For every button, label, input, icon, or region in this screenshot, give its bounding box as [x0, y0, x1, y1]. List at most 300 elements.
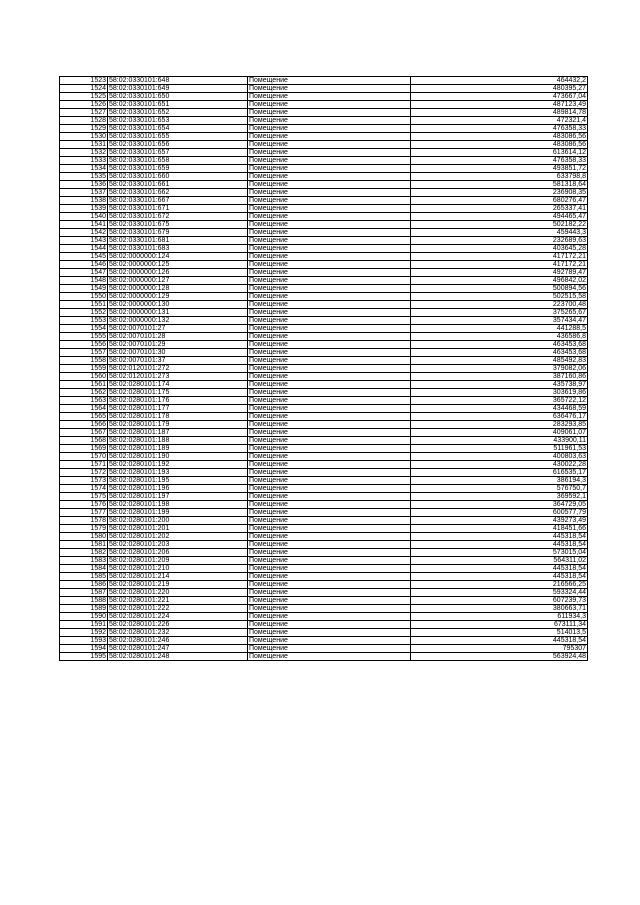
cadastral-value-cell: 445318,54 — [411, 565, 588, 573]
table-row — [60, 229, 588, 237]
cadastral-number-cell: 58:02:0280101:176 — [108, 397, 248, 405]
object-type-cell: Помещение — [248, 565, 411, 573]
cadastral-value-cell: 232689,63 — [411, 237, 588, 245]
row-number-cell: 1569 — [60, 445, 108, 453]
object-type-cell: Помещение — [248, 293, 411, 301]
object-type-cell: Помещение — [248, 637, 411, 645]
cadastral-value-cell: 441288,5 — [411, 325, 588, 333]
cadastral-number-cell: 58:02:0280101:232 — [108, 629, 248, 637]
object-type-cell: Помещение — [248, 101, 411, 109]
row-number-cell: 1562 — [60, 389, 108, 397]
row-number-cell: 1523 — [60, 77, 108, 85]
row-number-cell: 1549 — [60, 285, 108, 293]
cadastral-value-cell: 459443,3 — [411, 229, 588, 237]
cadastral-number-cell: 58:02:0330101:651 — [108, 101, 248, 109]
cadastral-number-cell: 58:02:0330101:672 — [108, 213, 248, 221]
object-type-cell: Помещение — [248, 133, 411, 141]
cadastral-number-cell: 58:02:0280101:197 — [108, 493, 248, 501]
cadastral-value-cell: 485492,83 — [411, 357, 588, 365]
object-type-cell: Помещение — [248, 277, 411, 285]
object-type-cell: Помещение — [248, 373, 411, 381]
row-number-cell: 1532 — [60, 149, 108, 157]
row-number-cell: 1527 — [60, 109, 108, 117]
object-type-cell: Помещение — [248, 629, 411, 637]
cadastral-value-cell: 445318,54 — [411, 541, 588, 549]
object-type-cell: Помещение — [248, 381, 411, 389]
table-row — [60, 93, 588, 101]
cadastral-number-cell: 58:02:0000000:128 — [108, 285, 248, 293]
object-type-cell: Помещение — [248, 341, 411, 349]
table-row — [60, 373, 588, 381]
cadastral-number-cell: 58:02:0330101:660 — [108, 173, 248, 181]
cadastral-number-cell: 58:02:0330101:671 — [108, 205, 248, 213]
object-type-cell: Помещение — [248, 221, 411, 229]
row-number-cell: 1539 — [60, 205, 108, 213]
cadastral-value-cell: 375265,67 — [411, 309, 588, 317]
object-type-cell: Помещение — [248, 325, 411, 333]
table-row — [60, 653, 588, 661]
row-number-cell: 1588 — [60, 597, 108, 605]
cadastral-number-cell: 58:02:0280101:177 — [108, 405, 248, 413]
row-number-cell: 1547 — [60, 269, 108, 277]
cadastral-value-cell: 387160,86 — [411, 373, 588, 381]
cadastral-value-cell: 680276,47 — [411, 197, 588, 205]
cadastral-number-cell: 58:02:0280101:206 — [108, 549, 248, 557]
table-row — [60, 629, 588, 637]
cadastral-value-cell: 563924,48 — [411, 653, 588, 661]
object-type-cell: Помещение — [248, 581, 411, 589]
row-number-cell: 1557 — [60, 349, 108, 357]
row-number-cell: 1530 — [60, 133, 108, 141]
cadastral-number-cell: 58:02:0280101:203 — [108, 541, 248, 549]
row-number-cell: 1529 — [60, 125, 108, 133]
cadastral-number-cell: 58:02:0330101:654 — [108, 125, 248, 133]
cadastral-number-cell: 58:02:0280101:196 — [108, 485, 248, 493]
cadastral-value-cell: 436586,8 — [411, 333, 588, 341]
table-row — [60, 261, 588, 269]
cadastral-value-cell: 463453,68 — [411, 349, 588, 357]
table-row — [60, 645, 588, 653]
cadastral-value-cell: 500894,56 — [411, 285, 588, 293]
row-number-cell: 1550 — [60, 293, 108, 301]
row-number-cell: 1544 — [60, 245, 108, 253]
table-row — [60, 397, 588, 405]
table-row — [60, 477, 588, 485]
object-type-cell: Помещение — [248, 485, 411, 493]
table-row — [60, 541, 588, 549]
row-number-cell: 1579 — [60, 525, 108, 533]
cadastral-number-cell: 58:02:0330101:653 — [108, 117, 248, 125]
cadastral-value-cell: 480395,27 — [411, 85, 588, 93]
object-type-cell: Помещение — [248, 549, 411, 557]
object-type-cell: Помещение — [248, 213, 411, 221]
cadastral-number-cell: 58:02:0280101:214 — [108, 573, 248, 581]
object-type-cell: Помещение — [248, 253, 411, 261]
table-row — [60, 325, 588, 333]
cadastral-value-cell: 236908,35 — [411, 189, 588, 197]
table-row — [60, 141, 588, 149]
cadastral-value-cell: 369592,1 — [411, 493, 588, 501]
cadastral-value-cell: 386194,3 — [411, 477, 588, 485]
object-type-cell: Помещение — [248, 597, 411, 605]
table-row — [60, 365, 588, 373]
table-row — [60, 437, 588, 445]
row-number-cell: 1589 — [60, 605, 108, 613]
object-type-cell: Помещение — [248, 309, 411, 317]
cadastral-value-cell: 418451,66 — [411, 525, 588, 533]
row-number-cell: 1576 — [60, 501, 108, 509]
table-row — [60, 357, 588, 365]
object-type-cell: Помещение — [248, 157, 411, 165]
row-number-cell: 1534 — [60, 165, 108, 173]
cadastral-table — [59, 76, 588, 661]
cadastral-value-cell: 379082,06 — [411, 365, 588, 373]
row-number-cell: 1577 — [60, 509, 108, 517]
object-type-cell: Помещение — [248, 541, 411, 549]
cadastral-number-cell: 58:02:0070101:27 — [108, 325, 248, 333]
table-row — [60, 405, 588, 413]
table-row — [60, 333, 588, 341]
table-row — [60, 429, 588, 437]
row-number-cell: 1573 — [60, 477, 108, 485]
object-type-cell: Помещение — [248, 477, 411, 485]
cadastral-number-cell: 58:02:0280101:248 — [108, 653, 248, 661]
cadastral-value-cell: 593324,44 — [411, 589, 588, 597]
row-number-cell: 1555 — [60, 333, 108, 341]
object-type-cell: Помещение — [248, 109, 411, 117]
table-row — [60, 613, 588, 621]
cadastral-value-cell: 364729,05 — [411, 501, 588, 509]
row-number-cell: 1546 — [60, 261, 108, 269]
row-number-cell: 1553 — [60, 317, 108, 325]
row-number-cell: 1531 — [60, 141, 108, 149]
table-row — [60, 109, 588, 117]
cadastral-number-cell: 58:02:0280101:199 — [108, 509, 248, 517]
object-type-cell: Помещение — [248, 421, 411, 429]
table-row — [60, 381, 588, 389]
row-number-cell: 1566 — [60, 421, 108, 429]
cadastral-number-cell: 58:02:0070101:29 — [108, 341, 248, 349]
table-row — [60, 125, 588, 133]
cadastral-number-cell: 58:02:0280101:195 — [108, 477, 248, 485]
object-type-cell: Помещение — [248, 125, 411, 133]
table-row — [60, 605, 588, 613]
cadastral-number-cell: 58:02:0330101:657 — [108, 149, 248, 157]
table-row — [60, 173, 588, 181]
cadastral-number-cell: 58:02:0330101:679 — [108, 229, 248, 237]
table-body — [60, 77, 588, 661]
row-number-cell: 1582 — [60, 549, 108, 557]
cadastral-number-cell: 58:02:0280101:189 — [108, 445, 248, 453]
cadastral-number-cell: 58:02:0280101:192 — [108, 461, 248, 469]
object-type-cell: Помещение — [248, 261, 411, 269]
cadastral-number-cell: 58:02:0280101:178 — [108, 413, 248, 421]
object-type-cell: Помещение — [248, 77, 411, 85]
row-number-cell: 1575 — [60, 493, 108, 501]
object-type-cell: Помещение — [248, 229, 411, 237]
cadastral-number-cell: 58:02:0280101:209 — [108, 557, 248, 565]
row-number-cell: 1525 — [60, 93, 108, 101]
cadastral-number-cell: 58:02:0280101:193 — [108, 469, 248, 477]
object-type-cell: Помещение — [248, 517, 411, 525]
object-type-cell: Помещение — [248, 301, 411, 309]
cadastral-value-cell: 494465,47 — [411, 213, 588, 221]
cadastral-value-cell: 600577,79 — [411, 509, 588, 517]
table-row — [60, 445, 588, 453]
object-type-cell: Помещение — [248, 533, 411, 541]
row-number-cell: 1545 — [60, 253, 108, 261]
cadastral-number-cell: 58:02:0280101:200 — [108, 517, 248, 525]
row-number-cell: 1535 — [60, 173, 108, 181]
row-number-cell: 1537 — [60, 189, 108, 197]
cadastral-number-cell: 58:02:0000000:132 — [108, 317, 248, 325]
row-number-cell: 1554 — [60, 325, 108, 333]
object-type-cell: Помещение — [248, 333, 411, 341]
row-number-cell: 1572 — [60, 469, 108, 477]
cadastral-value-cell: 434468,59 — [411, 405, 588, 413]
cadastral-number-cell: 58:02:0000000:131 — [108, 309, 248, 317]
row-number-cell: 1585 — [60, 573, 108, 581]
cadastral-value-cell: 409061,07 — [411, 429, 588, 437]
object-type-cell: Помещение — [248, 189, 411, 197]
row-number-cell: 1526 — [60, 101, 108, 109]
cadastral-value-cell: 473667,04 — [411, 93, 588, 101]
row-number-cell: 1567 — [60, 429, 108, 437]
cadastral-number-cell: 58:02:0280101:247 — [108, 645, 248, 653]
cadastral-value-cell: 365722,12 — [411, 397, 588, 405]
object-type-cell: Помещение — [248, 317, 411, 325]
row-number-cell: 1542 — [60, 229, 108, 237]
cadastral-value-cell: 493851,72 — [411, 165, 588, 173]
cadastral-value-cell: 283293,85 — [411, 421, 588, 429]
cadastral-value-cell: 463453,68 — [411, 341, 588, 349]
table-row — [60, 133, 588, 141]
object-type-cell: Помещение — [248, 605, 411, 613]
cadastral-value-cell: 607239,73 — [411, 597, 588, 605]
cadastral-number-cell: 58:02:0070101:30 — [108, 349, 248, 357]
object-type-cell: Помещение — [248, 141, 411, 149]
row-number-cell: 1574 — [60, 485, 108, 493]
object-type-cell: Помещение — [248, 613, 411, 621]
row-number-cell: 1594 — [60, 645, 108, 653]
row-number-cell: 1580 — [60, 533, 108, 541]
cadastral-number-cell: 58:02:0280101:202 — [108, 533, 248, 541]
object-type-cell: Помещение — [248, 469, 411, 477]
cadastral-number-cell: 58:02:0280101:219 — [108, 581, 248, 589]
object-type-cell: Помещение — [248, 413, 411, 421]
cadastral-value-cell: 576750,7 — [411, 485, 588, 493]
object-type-cell: Помещение — [248, 365, 411, 373]
table-row — [60, 413, 588, 421]
object-type-cell: Помещение — [248, 557, 411, 565]
row-number-cell: 1583 — [60, 557, 108, 565]
object-type-cell: Помещение — [248, 493, 411, 501]
cadastral-value-cell: 472321,4 — [411, 117, 588, 125]
object-type-cell: Помещение — [248, 349, 411, 357]
object-type-cell: Помещение — [248, 149, 411, 157]
table-row — [60, 517, 588, 525]
cadastral-number-cell: 58:02:0330101:662 — [108, 189, 248, 197]
object-type-cell: Помещение — [248, 93, 411, 101]
cadastral-number-cell: 58:02:0330101:659 — [108, 165, 248, 173]
row-number-cell: 1559 — [60, 365, 108, 373]
cadastral-value-cell: 380663,71 — [411, 605, 588, 613]
table-row — [60, 77, 588, 85]
row-number-cell: 1584 — [60, 565, 108, 573]
row-number-cell: 1560 — [60, 373, 108, 381]
cadastral-value-cell: 476358,33 — [411, 125, 588, 133]
cadastral-value-cell: 496842,02 — [411, 277, 588, 285]
table-row — [60, 389, 588, 397]
cadastral-number-cell: 58:02:0280101:190 — [108, 453, 248, 461]
cadastral-number-cell: 58:02:0330101:661 — [108, 181, 248, 189]
object-type-cell: Помещение — [248, 621, 411, 629]
table-row — [60, 277, 588, 285]
cadastral-number-cell: 58:02:0280101:201 — [108, 525, 248, 533]
row-number-cell: 1587 — [60, 589, 108, 597]
cadastral-number-cell: 58:02:0280101:221 — [108, 597, 248, 605]
cadastral-number-cell: 58:02:0120101:273 — [108, 373, 248, 381]
row-number-cell: 1540 — [60, 213, 108, 221]
cadastral-number-cell: 58:02:0000000:124 — [108, 253, 248, 261]
row-number-cell: 1586 — [60, 581, 108, 589]
cadastral-number-cell: 58:02:0280101:220 — [108, 589, 248, 597]
cadastral-number-cell: 58:02:0280101:210 — [108, 565, 248, 573]
table-row — [60, 221, 588, 229]
object-type-cell: Помещение — [248, 85, 411, 93]
cadastral-number-cell: 58:02:0330101:655 — [108, 133, 248, 141]
row-number-cell: 1543 — [60, 237, 108, 245]
cadastral-number-cell: 58:02:0330101:675 — [108, 221, 248, 229]
table-row — [60, 501, 588, 509]
cadastral-value-cell: 265337,41 — [411, 205, 588, 213]
cadastral-number-cell: 58:02:0000000:130 — [108, 301, 248, 309]
cadastral-value-cell: 417172,21 — [411, 261, 588, 269]
row-number-cell: 1556 — [60, 341, 108, 349]
row-number-cell: 1595 — [60, 653, 108, 661]
cadastral-number-cell: 58:02:0000000:129 — [108, 293, 248, 301]
row-number-cell: 1593 — [60, 637, 108, 645]
table-row — [60, 117, 588, 125]
cadastral-value-cell: 439273,49 — [411, 517, 588, 525]
cadastral-value-cell: 430022,28 — [411, 461, 588, 469]
row-number-cell: 1561 — [60, 381, 108, 389]
cadastral-number-cell: 58:02:0070101:37 — [108, 357, 248, 365]
cadastral-number-cell: 58:02:0280101:174 — [108, 381, 248, 389]
object-type-cell: Помещение — [248, 525, 411, 533]
object-type-cell: Помещение — [248, 445, 411, 453]
table-row — [60, 101, 588, 109]
cadastral-number-cell: 58:02:0330101:667 — [108, 197, 248, 205]
object-type-cell: Помещение — [248, 165, 411, 173]
table-row — [60, 309, 588, 317]
cadastral-value-cell: 400803,63 — [411, 453, 588, 461]
row-number-cell: 1533 — [60, 157, 108, 165]
cadastral-number-cell: 58:02:0070101:28 — [108, 333, 248, 341]
cadastral-value-cell: 445318,54 — [411, 533, 588, 541]
cadastral-value-cell: 357434,47 — [411, 317, 588, 325]
cadastral-number-cell: 58:02:0280101:224 — [108, 613, 248, 621]
table-row — [60, 181, 588, 189]
cadastral-number-cell: 58:02:0280101:179 — [108, 421, 248, 429]
cadastral-number-cell: 58:02:0330101:656 — [108, 141, 248, 149]
object-type-cell: Помещение — [248, 429, 411, 437]
object-type-cell: Помещение — [248, 501, 411, 509]
row-number-cell: 1536 — [60, 181, 108, 189]
object-type-cell: Помещение — [248, 453, 411, 461]
table-row — [60, 301, 588, 309]
table-row — [60, 597, 588, 605]
table-row — [60, 549, 588, 557]
row-number-cell: 1568 — [60, 437, 108, 445]
table-row — [60, 565, 588, 573]
cadastral-number-cell: 58:02:0280101:246 — [108, 637, 248, 645]
object-type-cell: Помещение — [248, 397, 411, 405]
object-type-cell: Помещение — [248, 589, 411, 597]
row-number-cell: 1570 — [60, 453, 108, 461]
table-row — [60, 485, 588, 493]
cadastral-number-cell: 58:02:0120101:272 — [108, 365, 248, 373]
cadastral-value-cell: 223700,48 — [411, 301, 588, 309]
table-row — [60, 493, 588, 501]
row-number-cell: 1564 — [60, 405, 108, 413]
row-number-cell: 1591 — [60, 621, 108, 629]
table-row — [60, 293, 588, 301]
object-type-cell: Помещение — [248, 237, 411, 245]
cadastral-value-cell: 403645,28 — [411, 245, 588, 253]
cadastral-value-cell: 616535,17 — [411, 469, 588, 477]
table-row — [60, 245, 588, 253]
cadastral-value-cell: 464432,2 — [411, 77, 588, 85]
cadastral-number-cell: 58:02:0000000:127 — [108, 277, 248, 285]
cadastral-value-cell: 611934,3 — [411, 613, 588, 621]
row-number-cell: 1571 — [60, 461, 108, 469]
cadastral-value-cell: 483086,56 — [411, 133, 588, 141]
cadastral-value-cell: 502515,58 — [411, 293, 588, 301]
table-row — [60, 581, 588, 589]
cadastral-number-cell: 58:02:0280101:175 — [108, 389, 248, 397]
table-row — [60, 621, 588, 629]
table-row — [60, 269, 588, 277]
cadastral-value-cell: 633798,8 — [411, 173, 588, 181]
object-type-cell: Помещение — [248, 117, 411, 125]
cadastral-number-cell: 58:02:0330101:648 — [108, 77, 248, 85]
object-type-cell: Помещение — [248, 357, 411, 365]
object-type-cell: Помещение — [248, 645, 411, 653]
cadastral-value-cell: 489814,78 — [411, 109, 588, 117]
cadastral-value-cell: 483086,56 — [411, 141, 588, 149]
table-row — [60, 453, 588, 461]
cadastral-number-cell: 58:02:0280101:226 — [108, 621, 248, 629]
table-row — [60, 421, 588, 429]
table-row — [60, 349, 588, 357]
cadastral-value-cell: 673111,34 — [411, 621, 588, 629]
object-type-cell: Помещение — [248, 653, 411, 661]
cadastral-value-cell: 502182,22 — [411, 221, 588, 229]
cadastral-value-cell: 487123,49 — [411, 101, 588, 109]
object-type-cell: Помещение — [248, 173, 411, 181]
row-number-cell: 1563 — [60, 397, 108, 405]
cadastral-value-cell: 514013,5 — [411, 629, 588, 637]
cadastral-number-cell: 58:02:0330101:652 — [108, 109, 248, 117]
cadastral-number-cell: 58:02:0280101:187 — [108, 429, 248, 437]
object-type-cell: Помещение — [248, 405, 411, 413]
row-number-cell: 1578 — [60, 517, 108, 525]
table-row — [60, 285, 588, 293]
table-row — [60, 85, 588, 93]
cadastral-number-cell: 58:02:0000000:125 — [108, 261, 248, 269]
table-row — [60, 237, 588, 245]
